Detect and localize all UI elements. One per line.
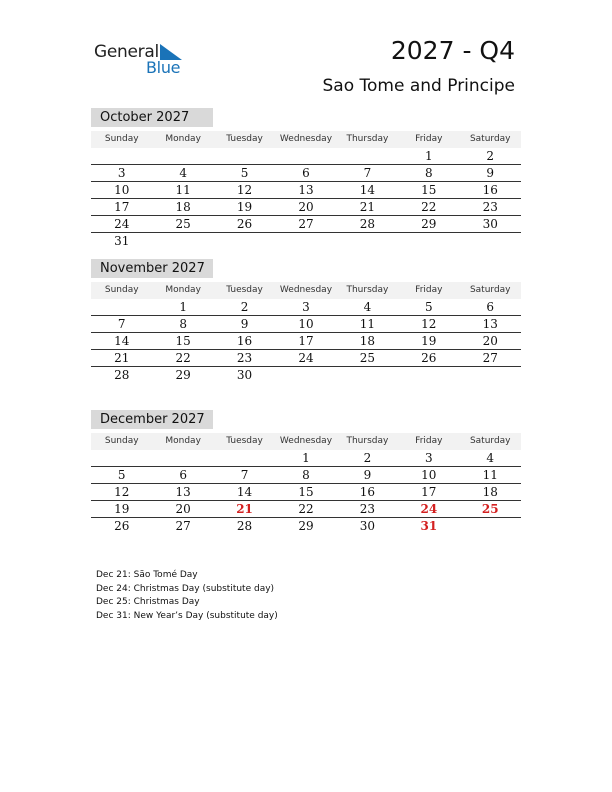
day-cell: 7 — [117, 317, 126, 331]
holiday-note: Dec 31: New Year’s Day (substitute day) — [96, 610, 278, 621]
week-row — [91, 450, 521, 467]
day-cell: 17 — [114, 200, 130, 214]
calendar-grid — [91, 131, 521, 249]
weekday-header-row — [91, 131, 521, 148]
weekday-header: Monday — [165, 134, 201, 144]
day-cell: 9 — [240, 317, 249, 331]
week-row — [91, 316, 521, 333]
day-cell: 1 — [179, 300, 187, 314]
logo-word-blue: Blue — [146, 58, 181, 77]
holiday-note: Dec 24: Christmas Day (substitute day) — [96, 583, 275, 594]
month-calendar-october — [91, 108, 521, 249]
day-cell: 12 — [421, 317, 437, 331]
day-cell — [214, 450, 275, 466]
day-cell: 5 — [240, 166, 249, 180]
weekday-header: Wednesday — [279, 285, 333, 295]
day-cell — [152, 450, 213, 466]
day-cell — [152, 233, 213, 249]
day-cell: 14 — [359, 183, 376, 197]
day-cell: 8 — [425, 166, 433, 180]
day-cell: 4 — [363, 300, 372, 314]
weekday-header-row — [91, 433, 521, 450]
calendar-grid — [91, 282, 521, 383]
day-cell — [460, 518, 521, 534]
day-cell — [275, 367, 336, 383]
day-cell: 20 — [298, 200, 314, 214]
week-row — [91, 233, 521, 249]
day-cell: 25 — [175, 217, 191, 231]
day-cell: 26 — [114, 519, 130, 533]
day-cell: 3 — [425, 451, 433, 465]
day-cell: 15 — [175, 334, 191, 348]
month-label: November 2027 — [91, 259, 213, 278]
week-row — [91, 333, 521, 350]
day-cell: 16 — [236, 334, 253, 348]
weekday-header: Wednesday — [279, 134, 333, 144]
weekday-header: Friday — [415, 285, 443, 295]
country-name: Sao Tome and Principe — [322, 76, 515, 96]
day-cell: 22 — [298, 502, 314, 516]
weekday-header: Sunday — [104, 285, 139, 295]
day-cell: 6 — [486, 300, 495, 314]
day-cell: 15 — [298, 485, 314, 499]
day-cell: 30 — [359, 519, 376, 533]
weekday-header-row — [91, 282, 521, 299]
weekday-header: Sunday — [104, 134, 139, 144]
day-cell: 19 — [421, 334, 437, 348]
week-row — [91, 484, 521, 501]
day-cell — [152, 148, 213, 164]
week-row — [91, 299, 521, 316]
day-cell: 2 — [486, 149, 495, 163]
day-cell: 30 — [236, 368, 253, 382]
day-cell — [91, 148, 152, 164]
week-row — [91, 148, 521, 165]
day-cell: 5 — [117, 468, 126, 482]
day-cell: 14 — [236, 485, 253, 499]
day-cell: 29 — [421, 217, 437, 231]
calendar-grid — [91, 433, 521, 534]
day-cell: 30 — [482, 217, 498, 231]
day-cell: 21 — [114, 351, 130, 365]
day-cell: 13 — [175, 485, 191, 499]
day-cell: 12 — [114, 485, 130, 499]
month-label: December 2027 — [91, 410, 213, 429]
weekday-header: Tuesday — [226, 436, 263, 446]
day-cell: 25 — [359, 351, 376, 365]
day-cell: 9 — [363, 468, 372, 482]
day-cell: 13 — [298, 183, 314, 197]
day-cell — [337, 148, 398, 164]
week-row — [91, 350, 521, 367]
day-cell — [214, 148, 275, 164]
weekday-header: Saturday — [469, 436, 511, 446]
day-cell: 29 — [298, 519, 314, 533]
holiday-day-cell: 31 — [420, 519, 438, 533]
day-cell: 11 — [175, 183, 191, 197]
day-cell: 13 — [482, 317, 498, 331]
day-cell — [398, 233, 459, 249]
day-cell: 17 — [298, 334, 314, 348]
week-row — [91, 501, 521, 518]
day-cell: 27 — [298, 217, 314, 231]
day-cell: 19 — [236, 200, 253, 214]
weekday-header: Saturday — [469, 134, 511, 144]
day-cell: 6 — [302, 166, 310, 180]
day-cell: 28 — [236, 519, 253, 533]
weekday-header: Thursday — [346, 134, 389, 144]
month-label: October 2027 — [91, 108, 213, 127]
day-cell: 29 — [175, 368, 191, 382]
day-cell: 23 — [359, 502, 376, 516]
day-cell: 20 — [482, 334, 498, 348]
day-cell — [337, 233, 398, 249]
holiday-day-cell: 25 — [481, 502, 499, 516]
day-cell: 23 — [236, 351, 253, 365]
day-cell: 16 — [359, 485, 376, 499]
day-cell — [337, 367, 398, 383]
month-calendar-december — [91, 410, 521, 534]
weekday-header: Tuesday — [226, 285, 263, 295]
day-cell: 22 — [421, 200, 437, 214]
day-cell — [214, 233, 275, 249]
day-cell: 11 — [359, 317, 376, 331]
week-row — [91, 467, 521, 484]
day-cell: 28 — [359, 217, 376, 231]
day-cell: 4 — [179, 166, 187, 180]
holiday-notes — [96, 569, 278, 623]
day-cell: 6 — [179, 468, 187, 482]
weekday-header: Thursday — [346, 285, 389, 295]
day-cell: 27 — [482, 351, 498, 365]
brand-logo — [94, 42, 190, 78]
day-cell: 1 — [425, 149, 433, 163]
day-cell: 19 — [114, 502, 130, 516]
weekday-header: Wednesday — [279, 436, 333, 446]
holiday-day-cell: 21 — [236, 502, 253, 516]
day-cell: 28 — [114, 368, 130, 382]
day-cell: 10 — [421, 468, 437, 482]
day-cell: 8 — [179, 317, 187, 331]
day-cell: 17 — [421, 485, 437, 499]
day-cell — [460, 367, 521, 383]
holiday-note: Dec 21: São Tomé Day — [96, 570, 198, 580]
day-cell — [460, 233, 521, 249]
month-calendar-november — [91, 259, 521, 383]
day-cell: 2 — [363, 451, 372, 465]
day-cell — [91, 299, 152, 315]
day-cell: 22 — [175, 351, 191, 365]
logo-word-general: General — [94, 42, 159, 62]
weekday-header: Tuesday — [226, 134, 263, 144]
day-cell: 16 — [482, 183, 498, 197]
day-cell: 7 — [363, 166, 372, 180]
day-cell: 31 — [114, 234, 130, 248]
weekday-header: Friday — [415, 436, 443, 446]
day-cell — [398, 367, 459, 383]
page-title: 2027 - Q4 — [390, 36, 515, 65]
week-row — [91, 367, 521, 383]
day-cell: 21 — [359, 200, 376, 214]
day-cell: 3 — [117, 166, 126, 180]
day-cell — [275, 148, 336, 164]
day-cell: 12 — [236, 183, 253, 197]
day-cell: 7 — [240, 468, 249, 482]
week-row — [91, 518, 521, 534]
day-cell: 10 — [114, 183, 130, 197]
day-cell: 18 — [359, 334, 376, 348]
day-cell: 26 — [421, 351, 437, 365]
day-cell: 27 — [175, 519, 191, 533]
day-cell — [91, 450, 152, 466]
day-cell: 9 — [486, 166, 495, 180]
weekday-header: Saturday — [469, 285, 511, 295]
weekday-header: Sunday — [104, 436, 139, 446]
weekday-header: Friday — [415, 134, 443, 144]
day-cell: 1 — [302, 451, 310, 465]
day-cell: 3 — [302, 300, 310, 314]
holiday-note: Dec 25: Christmas Day — [96, 597, 200, 607]
day-cell: 4 — [486, 451, 495, 465]
day-cell: 11 — [482, 468, 498, 482]
day-cell: 20 — [175, 502, 191, 516]
day-cell: 18 — [482, 485, 498, 499]
day-cell: 24 — [298, 351, 314, 365]
weekday-header: Thursday — [346, 436, 389, 446]
day-cell — [275, 233, 336, 249]
day-cell: 8 — [302, 468, 310, 482]
day-cell: 10 — [298, 317, 314, 331]
week-row — [91, 199, 521, 216]
week-row — [91, 182, 521, 199]
day-cell: 26 — [236, 217, 253, 231]
weekday-header: Monday — [165, 285, 201, 295]
day-cell: 23 — [482, 200, 498, 214]
day-cell: 14 — [114, 334, 130, 348]
day-cell: 15 — [421, 183, 437, 197]
day-cell: 18 — [175, 200, 191, 214]
weekday-header: Monday — [165, 436, 201, 446]
day-cell: 2 — [240, 300, 249, 314]
week-row — [91, 216, 521, 233]
week-row — [91, 165, 521, 182]
holiday-day-cell: 24 — [420, 502, 438, 516]
day-cell: 5 — [425, 300, 433, 314]
day-cell: 24 — [114, 217, 130, 231]
